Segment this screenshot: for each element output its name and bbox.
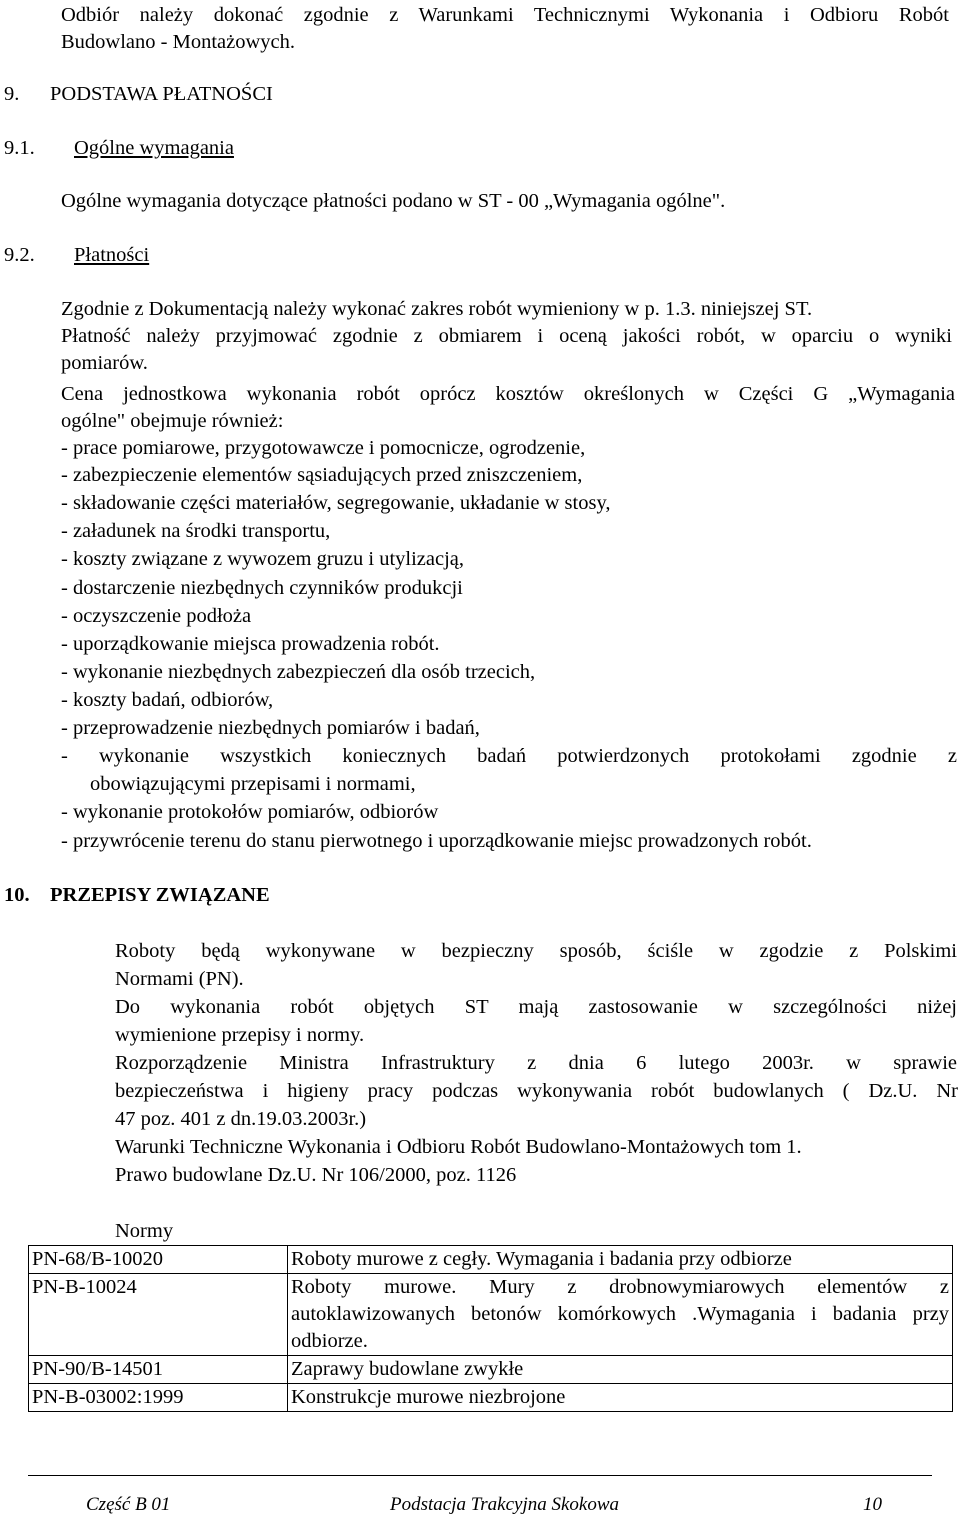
section-9-2-number: 9.2. xyxy=(4,244,35,266)
payment-item: - wykonanie niezbędnych zabezpieczeń dla osób trzecich, xyxy=(61,661,536,683)
norm-code: PN-90/B-14501 xyxy=(29,1356,288,1384)
payment-item: - wykonanie wszystkich koniecznych badań potwierdzonych protokołami zgodnie z xyxy=(61,745,957,767)
payment-item: - koszty badań, odbiorów, xyxy=(61,689,274,711)
payment-item: - załadunek na środki transportu, xyxy=(61,520,331,542)
payment-item: - składowanie części materiałów, segregowanie, układanie w stosy, xyxy=(61,492,611,514)
table-row xyxy=(29,1356,953,1384)
payment-line: Zgodnie z Dokumentacją należy wykonać zakres robót wymieniony w p. 1.3. niniejszej ST. xyxy=(61,298,813,320)
regulation-line: 47 poz. 401 z dn.19.03.2003r.) xyxy=(115,1108,367,1130)
norm-code: PN-B-03002:1999 xyxy=(29,1384,288,1412)
payment-line: Cena jednostkowa wykonania robót oprócz kosztów określonych w Części G „Wymagania xyxy=(61,383,955,405)
section-9-1-title: Ogólne wymagania xyxy=(74,137,234,159)
regulation-line: bezpieczeństwa i higieny pracy podczas wykonywania robót budowlanych ( Dz.U. Nr xyxy=(115,1080,958,1102)
section-10-number: 10. xyxy=(4,884,30,906)
norms-label: Normy xyxy=(115,1220,174,1242)
section-10-title: PRZEPISY ZWIĄZANE xyxy=(50,884,270,906)
footer-project: Podstacja Trakcyjna Skokowa xyxy=(390,1494,620,1515)
norm-description: Roboty murowe. Mury z drobnowymiarowych elementów z autoklawizowanych betonów komórkowych .Wymagania i badania przy odbiorze. xyxy=(288,1274,953,1356)
regulation-line: Prawo budowlane Dz.U. Nr 106/2000, poz. 1126 xyxy=(115,1164,517,1186)
payment-item: - przywrócenie terenu do stanu pierwotnego i uporządkowanie miejsc prowadzonych robót. xyxy=(61,830,812,852)
footer-divider xyxy=(28,1475,932,1476)
intro-line-1: Odbiór należy dokonać zgodnie z Warunkami Technicznymi Wykonania i Odbioru Robót xyxy=(61,4,949,26)
norm-description: Roboty murowe z cegły. Wymagania i badania przy odbiorze xyxy=(288,1246,953,1274)
regulation-line: Do wykonania robót objętych ST mają zastosowanie w szczególności niżej xyxy=(115,996,957,1018)
payment-item: - oczyszczenie podłoża xyxy=(61,605,252,627)
section-9-1-text: Ogólne wymagania dotyczące płatności podano w ST - 00 „Wymagania ogólne". xyxy=(61,190,726,212)
regulation-line: Roboty będą wykonywane w bezpieczny sposób, ściśle w zgodzie z Polskimi xyxy=(115,940,957,962)
payment-item-continuation: obowiązującymi przepisami i normami, xyxy=(90,773,416,795)
regulation-line: Rozporządzenie Ministra Infrastruktury z dnia 6 lutego 2003r. w sprawie xyxy=(115,1052,957,1074)
table-row xyxy=(29,1384,953,1412)
regulation-line: wymienione przepisy i normy. xyxy=(115,1024,365,1046)
payment-item: - wykonanie protokołów pomiarów, odbiorów xyxy=(61,801,439,823)
payment-item: - uporządkowanie miejsca prowadzenia robót. xyxy=(61,633,440,655)
payment-item: - koszty związane z wywozem gruzu i utylizacją, xyxy=(61,548,464,570)
intro-line-2: Budowlano - Montażowych. xyxy=(61,31,295,53)
payment-item: - dostarczenie niezbędnych czynników produkcji xyxy=(61,577,463,599)
table-row xyxy=(29,1274,953,1356)
section-9-1-number: 9.1. xyxy=(4,137,35,159)
norm-code: PN-68/B-10020 xyxy=(29,1246,288,1274)
page-number: 10 xyxy=(863,1494,882,1515)
regulation-line: Warunki Techniczne Wykonania i Odbioru Robót Budowlano-Montażowych tom 1. xyxy=(115,1136,802,1158)
payment-line: ogólne" obejmuje również: xyxy=(61,410,284,432)
norm-description: Zaprawy budowlane zwykłe xyxy=(288,1356,953,1384)
regulation-line: Normami (PN). xyxy=(115,968,244,990)
footer-part: Część B 01 xyxy=(86,1494,171,1515)
section-9-2-title: Płatności xyxy=(74,244,150,266)
payment-line: Płatność należy przyjmować zgodnie z obmiarem i oceną jakości robót, w oparciu o wyniki xyxy=(61,325,952,347)
section-9-title: PODSTAWA PŁATNOŚCI xyxy=(50,83,273,105)
section-9-number: 9. xyxy=(4,83,20,105)
payment-line: pomiarów. xyxy=(61,352,148,374)
payment-item: - przeprowadzenie niezbędnych pomiarów i badań, xyxy=(61,717,480,739)
payment-item: - zabezpieczenie elementów sąsiadujących przed zniszczeniem, xyxy=(61,464,583,486)
payment-item: - prace pomiarowe, przygotowawcze i pomocnicze, ogrodzenie, xyxy=(61,437,586,459)
norm-code: PN-B-10024 xyxy=(29,1274,288,1356)
table-row xyxy=(29,1246,953,1274)
norm-description: Konstrukcje murowe niezbrojone xyxy=(288,1384,953,1412)
norms-table xyxy=(28,1245,953,1412)
